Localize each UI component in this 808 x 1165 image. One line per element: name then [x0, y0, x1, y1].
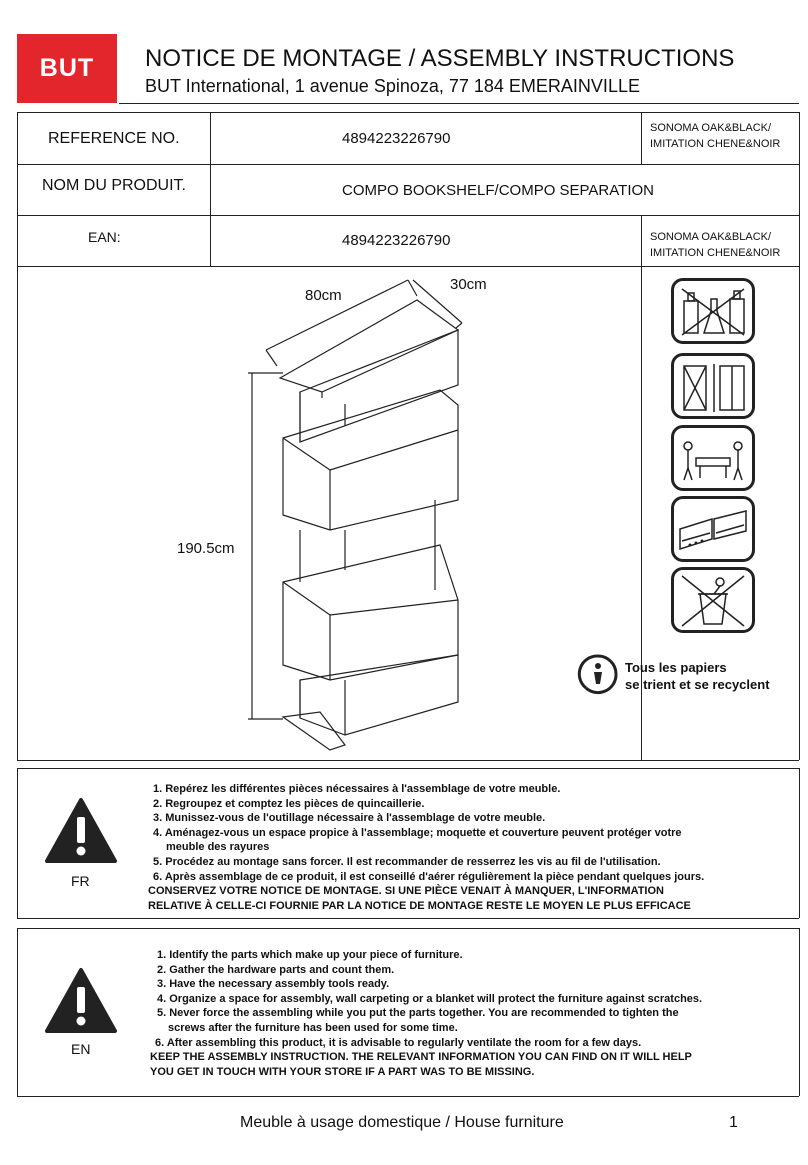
table-border-right: [799, 112, 800, 266]
reference-finish-note: [650, 120, 780, 152]
reference-value: 4894223226790: [342, 130, 451, 147]
recycle-message: [625, 659, 770, 693]
warning-icon: [44, 797, 118, 865]
table-col-divider: [210, 112, 211, 266]
ean-finish-note: [650, 229, 780, 261]
instruction-line: 1. Identify the parts which make up your piece of furniture.: [157, 949, 463, 961]
header-rule: [119, 103, 799, 104]
product-name-label: NOM DU PRODUIT.: [42, 177, 186, 194]
recycle-line: Tous les papiers: [625, 660, 727, 675]
instruction-line: 3. Munissez-vous de l'outillage nécessaire à l'assemblage de votre meuble.: [153, 812, 546, 825]
reference-label: REFERENCE NO.: [48, 130, 180, 147]
table-col-divider: [641, 112, 642, 164]
instruction-line: 2. Gather the hardware parts and count them.: [157, 963, 395, 976]
instruction-line: YOU GET IN TOUCH WITH YOUR STORE IF A PART WAS TO BE MISSING.: [150, 1065, 535, 1078]
instruction-line: KEEP THE ASSEMBLY INSTRUCTION. THE RELEVANT INFORMATION YOU CAN FIND ON IT WILL HELP: [150, 1051, 692, 1064]
instruction-line: 6. After assembling this product, it is advisable to regularly ventilate the room for a few days.: [155, 1036, 642, 1049]
width-dimension-label: 80cm: [305, 287, 342, 304]
bookshelf-illustration: [240, 270, 500, 755]
drawing-frame-left: [17, 266, 18, 760]
height-dimension-label: 190.5cm: [177, 540, 235, 557]
table-border-left: [17, 112, 18, 266]
no-bin-disposal-icon: [671, 567, 755, 633]
table-border-bottom: [17, 266, 799, 267]
footer-text: Meuble à usage domestique / House furniture: [240, 1114, 564, 1131]
finish-note-line: SONOMA OAK&BLACK/: [650, 122, 772, 134]
instruction-line: 4. Organize a space for assembly, wall carpeting or a blanket will protect the furniture against scratches.: [157, 992, 703, 1005]
instruction-line: 4. Aménagez-vous un espace propice à l'assemblage; moquette et couverture peuvent protéger votre: [153, 826, 682, 839]
instruction-line: RELATIVE À CELLE-CI FOURNIE PAR LA NOTICE DE MONTAGE RESTE LE MOYEN LE PLUS EFFICACE: [148, 899, 691, 912]
instruction-line: 3. Have the necessary assembly tools ready.: [157, 978, 390, 991]
instruction-line: 5. Procédez au montage sans forcer. Il est recommander de resserrez les vis au fil de l'utilisation.: [153, 855, 661, 868]
fr-section-bottom: [17, 918, 799, 919]
no-upright-assembly-icon: [671, 353, 755, 419]
fr-language-label: FR: [71, 873, 90, 889]
page-title: NOTICE DE MONTAGE / ASSEMBLY INSTRUCTIONS: [145, 45, 735, 72]
recycle-line: se trient et se recyclent: [625, 677, 770, 692]
drawing-frame-bottom: [17, 760, 799, 761]
logo-text: BUT: [39, 54, 95, 82]
instruction-line: screws after the furniture has been used for some time.: [168, 1021, 458, 1034]
instruction-line: 1. Repérez les différentes pièces nécessaires à l'assemblage de votre meuble.: [153, 783, 561, 795]
en-section-bottom: [17, 1096, 799, 1097]
instruction-line: 6. Après assemblage de ce produit, il est conseillé d'aérer régulièrement la pièce pendant quelques jours.: [153, 870, 705, 883]
company-address: BUT International, 1 avenue Spinoza, 77 184 EMERAINVILLE: [145, 76, 640, 96]
table-divider: [17, 215, 799, 216]
page-number: 1: [729, 1114, 738, 1131]
en-section-right: [799, 928, 800, 1096]
soft-surface-icon: [671, 496, 755, 562]
en-section-top: [17, 928, 799, 929]
drawing-frame-right: [799, 266, 800, 760]
warning-icon: [44, 967, 118, 1035]
product-name-value: COMPO BOOKSHELF/COMPO SEPARATION: [342, 182, 654, 199]
en-language-label: EN: [71, 1041, 91, 1057]
no-chemical-cleaners-icon: [671, 278, 755, 344]
finish-note-line: IMITATION CHENE&NOIR: [650, 138, 781, 150]
fr-section-right: [799, 768, 800, 918]
en-section-left: [17, 928, 18, 1096]
but-logo: [17, 34, 117, 103]
finish-note-line: IMITATION CHENE&NOIR: [650, 247, 781, 259]
instruction-line: 2. Regroupez et comptez les pièces de quincaillerie.: [153, 797, 425, 810]
table-col-divider: [641, 215, 642, 266]
table-divider: [17, 164, 799, 165]
instruction-line: meuble des rayures: [166, 841, 270, 854]
ean-label: EAN:: [88, 229, 121, 245]
instruction-line: 5. Never force the assembling while you put the parts together. You are recommended to tighten the: [157, 1007, 679, 1020]
instruction-line: CONSERVEZ VOTRE NOTICE DE MONTAGE. SI UNE PIÈCE VENAIT À MANQUER, L'INFORMATION: [148, 885, 664, 898]
table-border-top: [17, 112, 799, 113]
depth-dimension-label: 30cm: [450, 276, 487, 293]
ean-value: 4894223226790: [342, 232, 451, 249]
fr-instructions: [148, 782, 704, 913]
two-person-assembly-icon: [671, 425, 755, 491]
finish-note-line: SONOMA OAK&BLACK/: [650, 231, 772, 243]
en-instructions: [150, 948, 702, 1079]
fr-section-left: [17, 768, 18, 918]
fr-section-top: [17, 768, 799, 769]
recycle-icon: [576, 652, 620, 696]
